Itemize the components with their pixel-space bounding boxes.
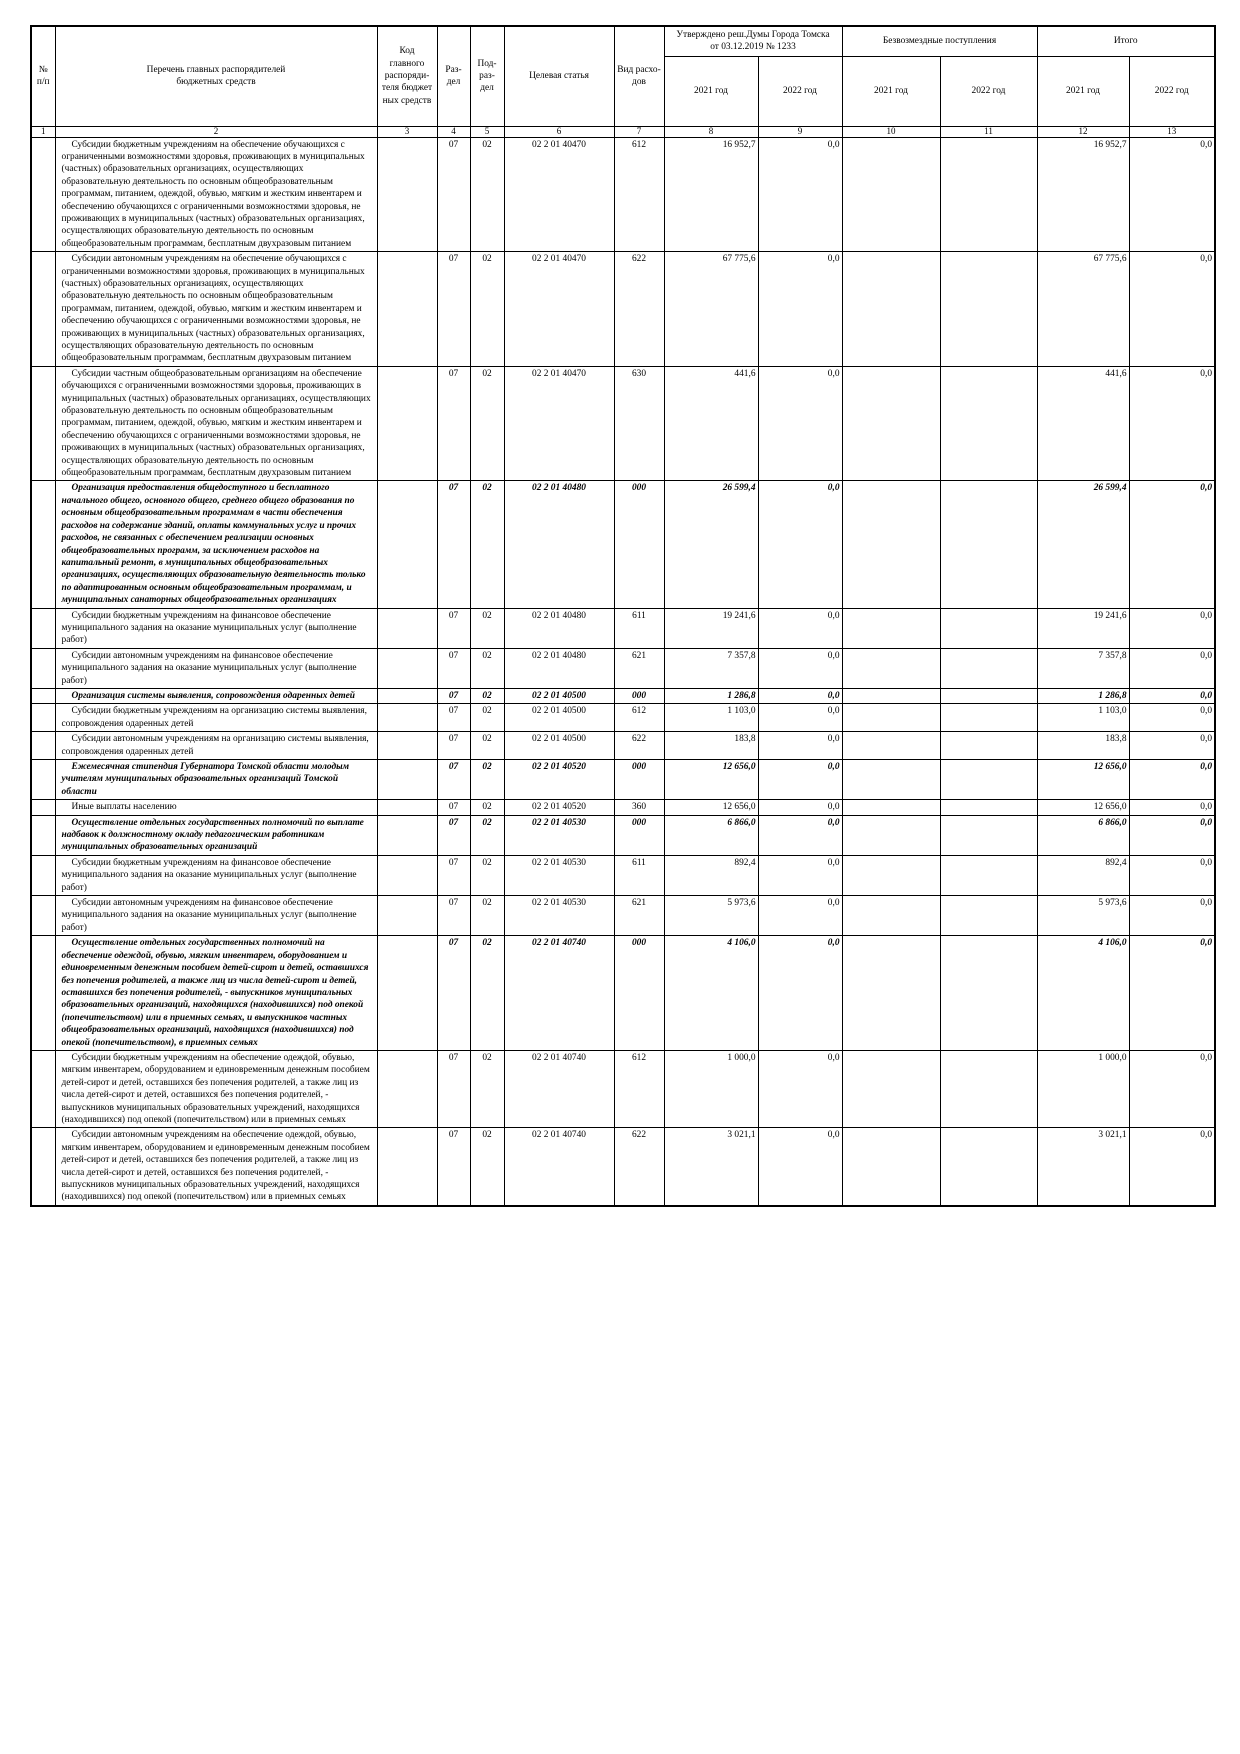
cell-podrazdel: 02 (470, 137, 504, 252)
cell-total-2021: 4 106,0 (1037, 936, 1129, 1051)
cell-total-2022: 0,0 (1129, 1128, 1215, 1206)
cell-total-2022: 0,0 (1129, 855, 1215, 895)
cell-code (377, 815, 437, 855)
cell-razdel: 07 (437, 481, 470, 608)
column-number: 1 (31, 126, 55, 137)
cell-target: 02 2 01 40520 (504, 760, 614, 800)
cell-vid: 622 (614, 732, 664, 760)
cell-name: Иные выплаты населению (55, 800, 377, 815)
cell-num (31, 815, 55, 855)
cell-target: 02 2 01 40740 (504, 936, 614, 1051)
cell-vid: 612 (614, 137, 664, 252)
cell-num (31, 1050, 55, 1127)
table-row (31, 760, 1215, 800)
free-2021-header: 2021 год (842, 56, 940, 126)
cell-free-2021 (842, 648, 940, 688)
cell-code (377, 366, 437, 481)
table-row (31, 648, 1215, 688)
cell-approved-2021: 7 357,8 (664, 648, 758, 688)
cell-razdel: 07 (437, 1128, 470, 1206)
cell-code (377, 936, 437, 1051)
total-2022-header: 2022 год (1129, 56, 1215, 126)
cell-total-2022: 0,0 (1129, 815, 1215, 855)
cell-total-2021: 19 241,6 (1037, 608, 1129, 648)
cell-free-2021 (842, 855, 940, 895)
cell-num (31, 936, 55, 1051)
cell-total-2022: 0,0 (1129, 704, 1215, 732)
cell-razdel: 07 (437, 608, 470, 648)
cell-name: Ежемесячная стипендия Губернатора Томской области молодым учителям муниципальных образовательных организаций Томской области (55, 760, 377, 800)
cell-free-2021 (842, 896, 940, 936)
cell-total-2022: 0,0 (1129, 936, 1215, 1051)
cell-free-2022 (940, 608, 1037, 648)
cell-name: Субсидии автономным учреждениям на организацию системы выявления, сопровождения одаренных детей (55, 732, 377, 760)
cell-vid: 611 (614, 855, 664, 895)
table-row (31, 704, 1215, 732)
cell-free-2022 (940, 481, 1037, 608)
cell-total-2022: 0,0 (1129, 608, 1215, 648)
cell-free-2021 (842, 481, 940, 608)
column-number: 7 (614, 126, 664, 137)
cell-total-2021: 183,8 (1037, 732, 1129, 760)
cell-razdel: 07 (437, 1050, 470, 1127)
table-row (31, 608, 1215, 648)
cell-approved-2022: 0,0 (758, 760, 842, 800)
cell-free-2021 (842, 1050, 940, 1127)
cell-total-2021: 1 286,8 (1037, 688, 1129, 703)
table-row (31, 815, 1215, 855)
cell-free-2022 (940, 648, 1037, 688)
cell-approved-2022: 0,0 (758, 936, 842, 1051)
cell-code (377, 760, 437, 800)
cell-approved-2022: 0,0 (758, 732, 842, 760)
cell-approved-2021: 4 106,0 (664, 936, 758, 1051)
budget-table (30, 25, 1216, 1207)
cell-razdel: 07 (437, 732, 470, 760)
cell-free-2022 (940, 137, 1037, 252)
table-row (31, 481, 1215, 608)
cell-approved-2022: 0,0 (758, 252, 842, 367)
cell-free-2021 (842, 1128, 940, 1206)
column-number: 13 (1129, 126, 1215, 137)
cell-vid: 630 (614, 366, 664, 481)
cell-num (31, 366, 55, 481)
cell-target: 02 2 01 40530 (504, 896, 614, 936)
cell-podrazdel: 02 (470, 688, 504, 703)
cell-vid: 621 (614, 648, 664, 688)
table-row (31, 1050, 1215, 1127)
col-target-header: Целевая статья (504, 26, 614, 126)
cell-code (377, 688, 437, 703)
free-2022-header: 2022 год (940, 56, 1037, 126)
column-number: 10 (842, 126, 940, 137)
cell-approved-2021: 12 656,0 (664, 800, 758, 815)
approved-2022-header: 2022 год (758, 56, 842, 126)
cell-podrazdel: 02 (470, 760, 504, 800)
cell-podrazdel: 02 (470, 855, 504, 895)
cell-podrazdel: 02 (470, 648, 504, 688)
cell-approved-2022: 0,0 (758, 688, 842, 703)
cell-approved-2022: 0,0 (758, 704, 842, 732)
cell-name: Субсидии автономным учреждениям на финансовое обеспечение муниципального задания на оказание муниципальных услуг (выполнение работ) (55, 648, 377, 688)
cell-free-2021 (842, 936, 940, 1051)
cell-vid: 000 (614, 936, 664, 1051)
cell-code (377, 252, 437, 367)
cell-podrazdel: 02 (470, 366, 504, 481)
cell-num (31, 648, 55, 688)
cell-num (31, 760, 55, 800)
cell-code (377, 704, 437, 732)
cell-name: Организация предоставления общедоступного и бесплатного начального общего, основного общего, среднего общего образования по основным общеобразовательным программам в части обеспечения расходов на содержание зданий, оплаты коммунальных услуг и прочих расходов, не связанных с обеспечением реализации основных общеобразовательных программ, за исключением расходов на капитальный ремонт, в муниципальных общеобразовательных организациях, осуществляющих образовательную деятельность только по адаптированным основным общеобразовательным программам, и муниципальных санаторных общеобразовательных организациях (55, 481, 377, 608)
cell-podrazdel: 02 (470, 704, 504, 732)
cell-vid: 360 (614, 800, 664, 815)
column-number: 4 (437, 126, 470, 137)
cell-name: Субсидии автономным учреждениям на обеспечение одеждой, обувью, мягким инвентарем, оборудованием и единовременным денежным пособием детей-сирот и детей, оставшихся без попечения родителей, а также лиц из числа детей-сирот и детей, оставшихся без попечения родителей, - выпускников муниципальных образовательных учреждений, находящихся (находившихся) под опекой (попечительством) или в приемных семьях (55, 1128, 377, 1206)
column-number: 8 (664, 126, 758, 137)
cell-podrazdel: 02 (470, 608, 504, 648)
cell-vid: 622 (614, 1128, 664, 1206)
cell-approved-2022: 0,0 (758, 1050, 842, 1127)
cell-approved-2022: 0,0 (758, 800, 842, 815)
cell-free-2021 (842, 704, 940, 732)
cell-target: 02 2 01 40740 (504, 1050, 614, 1127)
cell-razdel: 07 (437, 366, 470, 481)
cell-name: Осуществление отдельных государственных полномочий на обеспечение одеждой, обувью, мягким инвентарем, оборудованием и единовременным денежным пособием детей-сирот и детей, оставшихся без попечения родителей, а также лиц из числа детей-сирот и детей, оставшихся без попечения родителей, - выпускников муниципальных образовательных организаций, находящихся (находившихся) под опекой (попечительством) или в приемных семьях, и выпускников частных общеобразовательных организаций, находящихся (находившихся) под опекой (попечительством), в приемных семьях (55, 936, 377, 1051)
cell-total-2021: 12 656,0 (1037, 800, 1129, 815)
table-row (31, 936, 1215, 1051)
cell-target: 02 2 01 40470 (504, 252, 614, 367)
cell-name: Субсидии автономным учреждениям на обеспечение обучающихся с ограниченными возможностями здоровья, проживающих в муниципальных (частных) образовательных организациях, осуществляющих образовательную деятельность по основным общеобразовательным программам, питанием, одеждой, обувью, мягким и жестким инвентарем и обеспечению обучающихся с ограниченными возможностями здоровья, не проживающих в муниципальных (частных) образовательных организациях, осуществляющих образовательную деятельность по основным общеобразовательным программам, бесплатным двухразовым питанием (55, 252, 377, 367)
col-num-header: № п/п (31, 26, 55, 126)
cell-name: Организация системы выявления, сопровождения одаренных детей (55, 688, 377, 703)
cell-target: 02 2 01 40500 (504, 732, 614, 760)
cell-approved-2022: 0,0 (758, 366, 842, 481)
cell-vid: 621 (614, 896, 664, 936)
cell-approved-2021: 183,8 (664, 732, 758, 760)
cell-free-2022 (940, 760, 1037, 800)
cell-num (31, 688, 55, 703)
cell-total-2021: 6 866,0 (1037, 815, 1129, 855)
cell-vid: 000 (614, 688, 664, 703)
cell-free-2022 (940, 936, 1037, 1051)
cell-free-2021 (842, 760, 940, 800)
cell-approved-2022: 0,0 (758, 815, 842, 855)
cell-free-2021 (842, 137, 940, 252)
cell-razdel: 07 (437, 252, 470, 367)
cell-total-2022: 0,0 (1129, 252, 1215, 367)
column-number: 12 (1037, 126, 1129, 137)
cell-total-2022: 0,0 (1129, 732, 1215, 760)
cell-name: Осуществление отдельных государственных полномочий по выплате надбавок к должностному окладу педагогическим работникам муниципальных образовательных организаций (55, 815, 377, 855)
cell-name: Субсидии бюджетным учреждениям на обеспечение одеждой, обувью, мягким инвентарем, оборудованием и единовременным денежным пособием детей-сирот и детей, оставшихся без попечения родителей, а также лиц из числа детей-сирот и детей, оставшихся без попечения родителей, - выпускников муниципальных образовательных учреждений, находящихся (находившихся) под опекой (попечительством) или в приемных семьях (55, 1050, 377, 1127)
approved-2021-header: 2021 год (664, 56, 758, 126)
cell-approved-2022: 0,0 (758, 481, 842, 608)
col-razdel-header: Раз- дел (437, 26, 470, 126)
cell-podrazdel: 02 (470, 481, 504, 608)
header-row-1 (31, 26, 1215, 56)
cell-razdel: 07 (437, 936, 470, 1051)
cell-podrazdel: 02 (470, 896, 504, 936)
cell-free-2021 (842, 608, 940, 648)
cell-num (31, 800, 55, 815)
cell-approved-2021: 3 021,1 (664, 1128, 758, 1206)
cell-free-2022 (940, 252, 1037, 367)
cell-free-2022 (940, 1050, 1037, 1127)
column-number: 3 (377, 126, 437, 137)
table-row (31, 1128, 1215, 1206)
cell-code (377, 855, 437, 895)
col-code-header: Код главного распоряди- теля бюджет ных средств (377, 26, 437, 126)
cell-razdel: 07 (437, 815, 470, 855)
cell-target: 02 2 01 40480 (504, 648, 614, 688)
cell-target: 02 2 01 40530 (504, 815, 614, 855)
cell-free-2021 (842, 732, 940, 760)
cell-approved-2021: 892,4 (664, 855, 758, 895)
cell-vid: 612 (614, 704, 664, 732)
cell-razdel: 07 (437, 896, 470, 936)
cell-target: 02 2 01 40530 (504, 855, 614, 895)
cell-razdel: 07 (437, 800, 470, 815)
cell-podrazdel: 02 (470, 800, 504, 815)
cell-total-2022: 0,0 (1129, 1050, 1215, 1127)
column-number: 2 (55, 126, 377, 137)
cell-razdel: 07 (437, 688, 470, 703)
cell-free-2022 (940, 366, 1037, 481)
cell-vid: 000 (614, 815, 664, 855)
cell-approved-2021: 441,6 (664, 366, 758, 481)
cell-approved-2022: 0,0 (758, 608, 842, 648)
cell-vid: 611 (614, 608, 664, 648)
cell-approved-2021: 16 952,7 (664, 137, 758, 252)
cell-name: Субсидии бюджетным учреждениям на финансовое обеспечение муниципального задания на оказание муниципальных услуг (выполнение работ) (55, 608, 377, 648)
cell-total-2021: 5 973,6 (1037, 896, 1129, 936)
cell-num (31, 252, 55, 367)
cell-free-2022 (940, 855, 1037, 895)
cell-total-2022: 0,0 (1129, 688, 1215, 703)
column-numbers-row (31, 126, 1215, 137)
table-row (31, 896, 1215, 936)
cell-target: 02 2 01 40480 (504, 608, 614, 648)
cell-total-2021: 1 103,0 (1037, 704, 1129, 732)
cell-name: Субсидии частным общеобразовательным организациям на обеспечение обучающихся с ограниченными возможностями здоровья, проживающих в муниципальных (частных) образовательных организациях, осуществляющих образовательную деятельность по основным общеобразовательным программам, питанием, одеждой, обувью, мягким и жестким инвентарем и обеспечению обучающихся с ограниченными возможностями здоровья, не проживающих в муниципальных (частных) образовательных организациях, осуществляющих образовательную деятельность по основным общеобразовательным программам, бесплатным двухразовым питанием (55, 366, 377, 481)
cell-approved-2021: 12 656,0 (664, 760, 758, 800)
cell-approved-2022: 0,0 (758, 896, 842, 936)
cell-total-2021: 16 952,7 (1037, 137, 1129, 252)
cell-approved-2021: 1 286,8 (664, 688, 758, 703)
cell-free-2021 (842, 688, 940, 703)
cell-approved-2021: 5 973,6 (664, 896, 758, 936)
cell-free-2022 (940, 896, 1037, 936)
cell-approved-2021: 26 599,4 (664, 481, 758, 608)
total-group-header: Итого (1037, 26, 1215, 56)
cell-razdel: 07 (437, 137, 470, 252)
cell-name: Субсидии бюджетным учреждениям на обеспечение обучающихся с ограниченными возможностями здоровья, проживающих в муниципальных (частных) образовательных организациях, осуществляющих образовательную деятельность по основным общеобразовательным программам, питанием, одеждой, обувью, мягким и жестким инвентарем и обеспечению обучающихся с ограниченными возможностями здоровья, не проживающих в муниципальных (частных) образовательных организациях, осуществляющих образовательную деятельность по основным общеобразовательным программам, бесплатным двухразовым питанием (55, 137, 377, 252)
free-receipts-group-header: Безвозмездные поступления (842, 26, 1037, 56)
table-row (31, 688, 1215, 703)
cell-total-2022: 0,0 (1129, 760, 1215, 800)
table-row (31, 366, 1215, 481)
cell-name: Субсидии бюджетным учреждениям на организацию системы выявления, сопровождения одаренных детей (55, 704, 377, 732)
cell-approved-2021: 19 241,6 (664, 608, 758, 648)
col-name-header: Перечень главных распорядителей бюджетных средств (55, 26, 377, 126)
cell-num (31, 137, 55, 252)
cell-target: 02 2 01 40470 (504, 137, 614, 252)
cell-total-2021: 12 656,0 (1037, 760, 1129, 800)
cell-free-2022 (940, 704, 1037, 732)
table-row (31, 855, 1215, 895)
table-row (31, 137, 1215, 252)
cell-total-2021: 7 357,8 (1037, 648, 1129, 688)
cell-code (377, 1050, 437, 1127)
cell-code (377, 608, 437, 648)
cell-podrazdel: 02 (470, 936, 504, 1051)
cell-num (31, 732, 55, 760)
cell-approved-2022: 0,0 (758, 855, 842, 895)
cell-free-2021 (842, 252, 940, 367)
cell-code (377, 896, 437, 936)
cell-num (31, 481, 55, 608)
col-vid-header: Вид расхо- дов (614, 26, 664, 126)
cell-code (377, 481, 437, 608)
cell-num (31, 1128, 55, 1206)
cell-free-2022 (940, 800, 1037, 815)
cell-num (31, 896, 55, 936)
cell-approved-2021: 1 000,0 (664, 1050, 758, 1127)
col-podrazdel-header: Под- раз- дел (470, 26, 504, 126)
table-row (31, 252, 1215, 367)
cell-total-2022: 0,0 (1129, 800, 1215, 815)
cell-free-2021 (842, 366, 940, 481)
cell-free-2022 (940, 815, 1037, 855)
cell-approved-2021: 67 775,6 (664, 252, 758, 367)
cell-code (377, 732, 437, 760)
cell-approved-2022: 0,0 (758, 1128, 842, 1206)
cell-num (31, 608, 55, 648)
cell-code (377, 137, 437, 252)
cell-approved-2021: 1 103,0 (664, 704, 758, 732)
cell-code (377, 1128, 437, 1206)
cell-total-2022: 0,0 (1129, 137, 1215, 252)
cell-num (31, 855, 55, 895)
cell-approved-2022: 0,0 (758, 648, 842, 688)
total-2021-header: 2021 год (1037, 56, 1129, 126)
cell-name: Субсидии автономным учреждениям на финансовое обеспечение муниципального задания на оказание муниципальных услуг (выполнение работ) (55, 896, 377, 936)
cell-vid: 000 (614, 481, 664, 608)
cell-target: 02 2 01 40500 (504, 704, 614, 732)
table-body (31, 137, 1215, 1206)
cell-podrazdel: 02 (470, 1050, 504, 1127)
column-number: 6 (504, 126, 614, 137)
cell-total-2021: 892,4 (1037, 855, 1129, 895)
cell-razdel: 07 (437, 648, 470, 688)
approved-group-header: Утверждено реш.Думы Города Томска от 03.12.2019 № 1233 (664, 26, 842, 56)
cell-total-2021: 441,6 (1037, 366, 1129, 481)
cell-total-2021: 1 000,0 (1037, 1050, 1129, 1127)
cell-razdel: 07 (437, 760, 470, 800)
cell-total-2021: 67 775,6 (1037, 252, 1129, 367)
cell-free-2021 (842, 815, 940, 855)
cell-total-2021: 26 599,4 (1037, 481, 1129, 608)
cell-razdel: 07 (437, 855, 470, 895)
cell-razdel: 07 (437, 704, 470, 732)
cell-target: 02 2 01 40480 (504, 481, 614, 608)
cell-num (31, 704, 55, 732)
column-number: 11 (940, 126, 1037, 137)
cell-free-2021 (842, 800, 940, 815)
cell-podrazdel: 02 (470, 815, 504, 855)
table-row (31, 800, 1215, 815)
column-number: 9 (758, 126, 842, 137)
cell-target: 02 2 01 40470 (504, 366, 614, 481)
cell-code (377, 648, 437, 688)
table-row (31, 732, 1215, 760)
cell-podrazdel: 02 (470, 252, 504, 367)
cell-target: 02 2 01 40500 (504, 688, 614, 703)
cell-vid: 622 (614, 252, 664, 367)
cell-approved-2021: 6 866,0 (664, 815, 758, 855)
cell-approved-2022: 0,0 (758, 137, 842, 252)
cell-free-2022 (940, 1128, 1037, 1206)
cell-target: 02 2 01 40520 (504, 800, 614, 815)
cell-code (377, 800, 437, 815)
cell-total-2022: 0,0 (1129, 648, 1215, 688)
cell-vid: 000 (614, 760, 664, 800)
cell-free-2022 (940, 732, 1037, 760)
column-number: 5 (470, 126, 504, 137)
cell-podrazdel: 02 (470, 1128, 504, 1206)
cell-podrazdel: 02 (470, 732, 504, 760)
cell-free-2022 (940, 688, 1037, 703)
cell-name: Субсидии бюджетным учреждениям на финансовое обеспечение муниципального задания на оказание муниципальных услуг (выполнение работ) (55, 855, 377, 895)
cell-total-2022: 0,0 (1129, 896, 1215, 936)
cell-total-2022: 0,0 (1129, 366, 1215, 481)
cell-total-2022: 0,0 (1129, 481, 1215, 608)
cell-vid: 612 (614, 1050, 664, 1127)
cell-total-2021: 3 021,1 (1037, 1128, 1129, 1206)
cell-target: 02 2 01 40740 (504, 1128, 614, 1206)
